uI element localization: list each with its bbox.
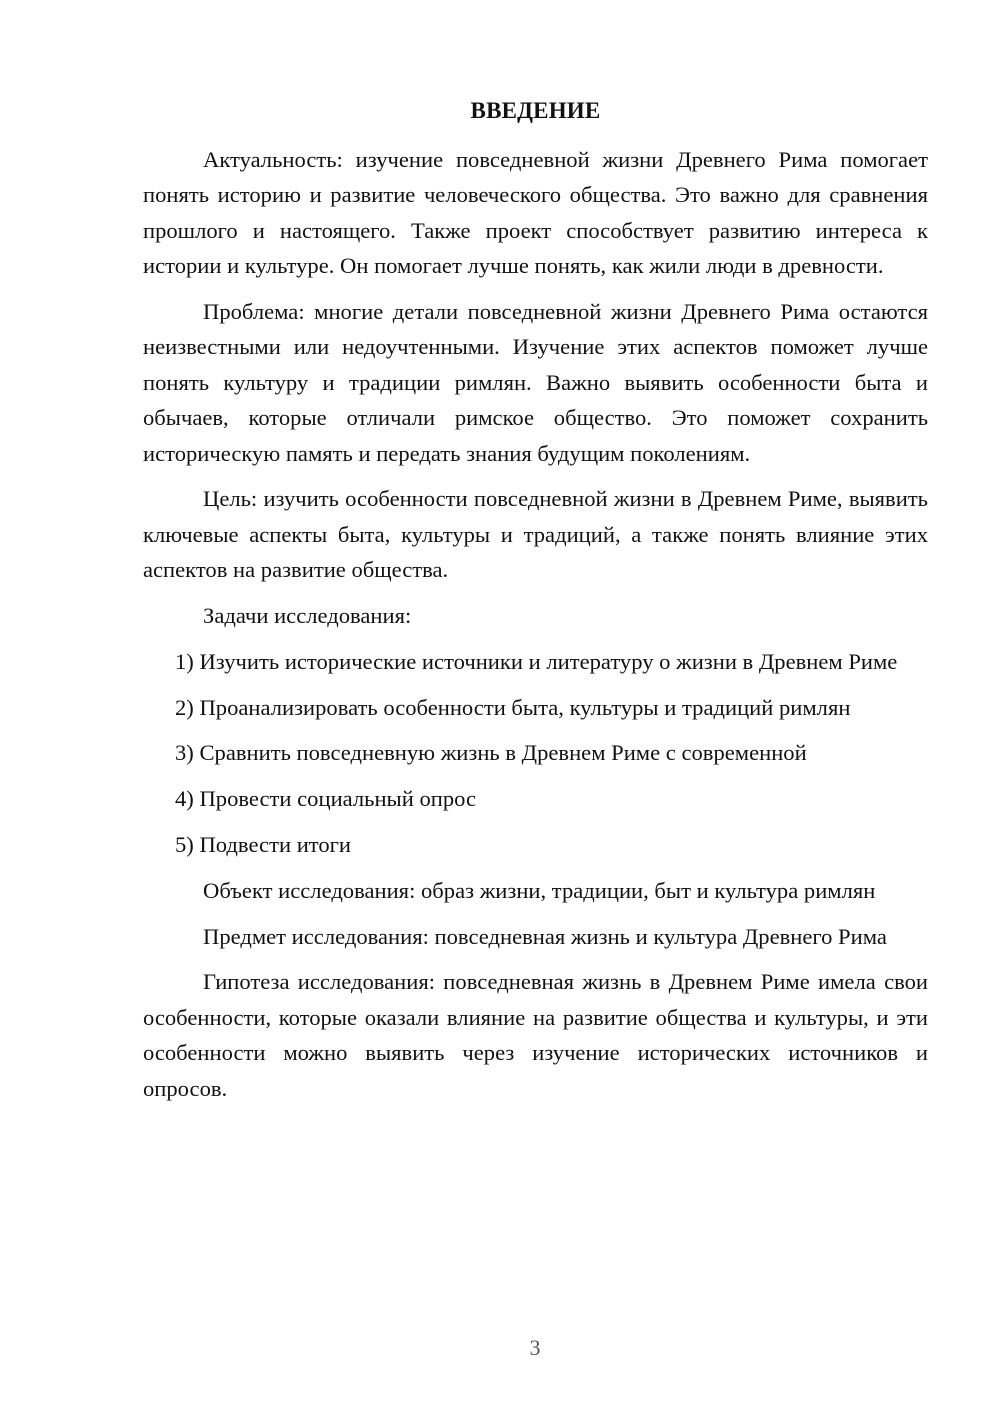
section-heading: ВВЕДЕНИЕ — [470, 98, 601, 123]
hypothesis-paragraph: Гипотеза исследования: повседневная жизнь в Древнем Риме имела свои особенности, которые оказали влияние на развитие общества и культуры, и эти особенности можно выявить через изучение исторических источников и опросов. — [143, 969, 928, 1101]
task-item-4: 4) Провести социальный опрос — [175, 786, 477, 812]
object-paragraph: Объект исследования: образ жизни, традиции, быт и культура римлян — [203, 877, 876, 903]
document-body — [143, 142, 928, 1106]
relevance-paragraph: Актуальность: изучение повседневной жизни Древнего Рима помогает понять историю и развитие человеческого общества. Это важно для сравнения прошлого и настоящего. Также проект способствует развитию интереса к истории и культуре. Он помогает лучше понять, как жили люди в древности. — [143, 147, 928, 279]
task-item-2: 2) Проанализировать особенности быта, культуры и традиций римлян — [175, 694, 851, 720]
task-item-5: 5) Подвести итоги — [175, 832, 352, 858]
tasks-intro: Задачи исследования: — [203, 603, 412, 629]
subject-paragraph: Предмет исследования: повседневная жизнь и культура Древнего Рима — [203, 923, 887, 949]
goal-paragraph: Цель: изучить особенности повседневной жизни в Древнем Риме, выявить ключевые аспекты быта, культуры и традиций, а также понять влияние этих аспектов на развитие общества. — [143, 486, 928, 583]
task-item-1: 1) Изучить исторические источники и литературу о жизни в Древнем Риме — [175, 648, 898, 674]
page-number: 3 — [529, 1335, 541, 1360]
task-item-3: 3) Сравнить повседневную жизнь в Древнем Риме с современной — [175, 740, 807, 766]
problem-paragraph: Проблема: многие детали повседневной жизни Древнего Рима остаются неизвестными или недоучтенными. Изучение этих аспектов поможет лучше понять культуру и традиции римлян. Важно выявить особенности быта и обычаев, которые отличали римское общество. Это поможет сохранить историческую память и передать знания будущим поколениям. — [143, 299, 928, 466]
